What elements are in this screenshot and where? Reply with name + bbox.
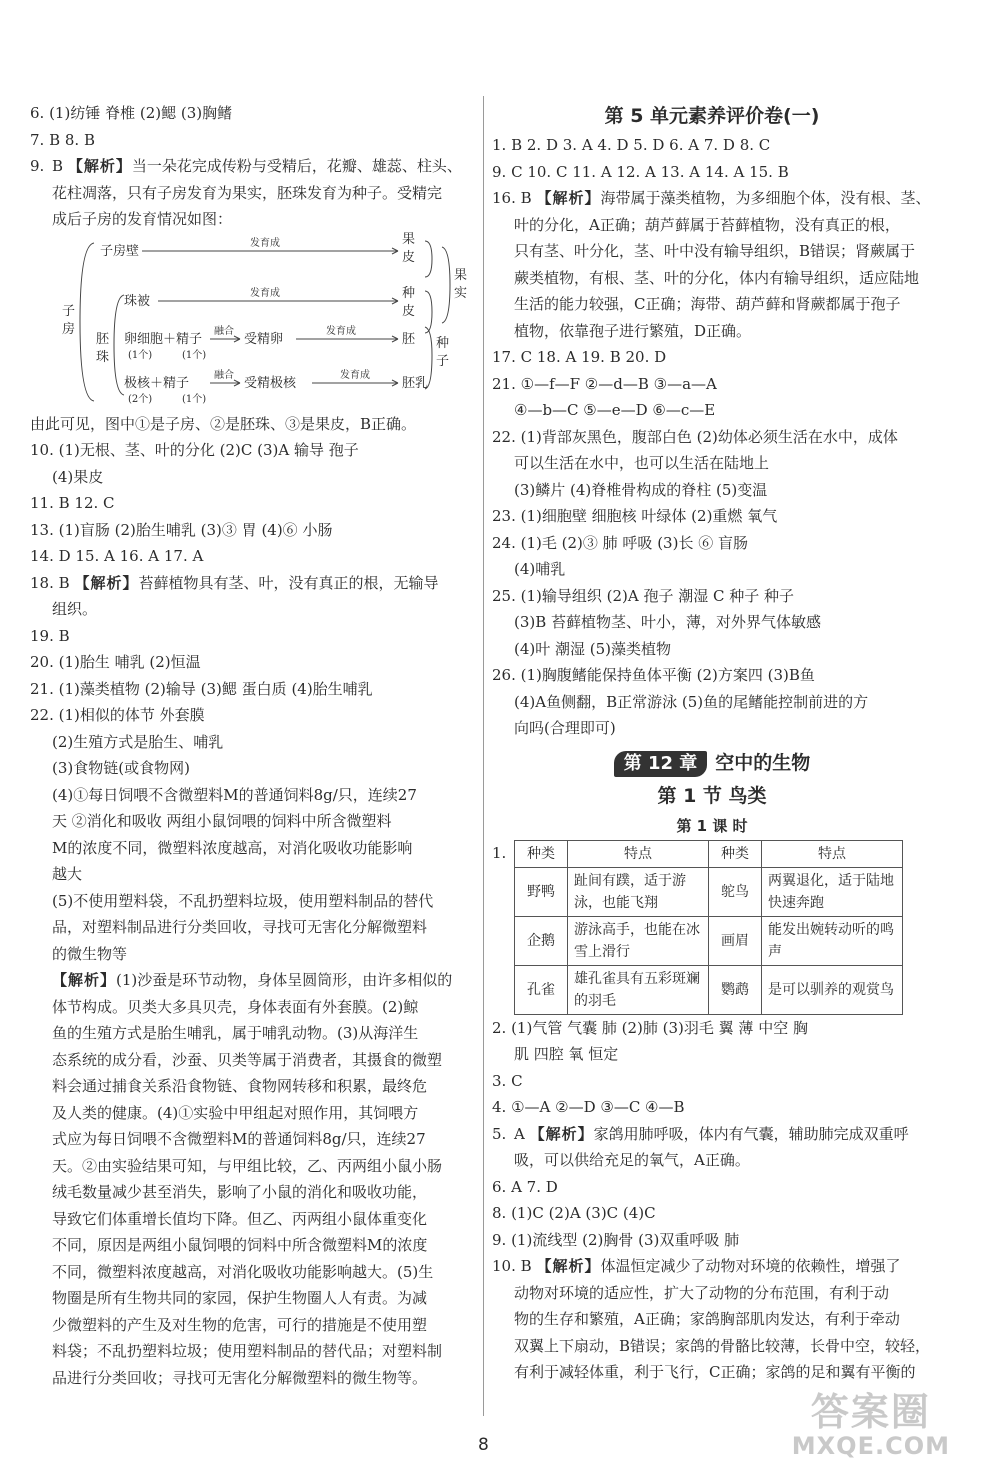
answers-17-20: 17. C 18. A 19. B 20. D [492,348,667,366]
answer-9-number: 9. [30,157,45,175]
table-cell: 两翼退化，适于陆地快速奔跑 [762,867,903,916]
analysis-line: 式应为每日饲喂不含微塑料M的普通饲料8g/只，连续27 [52,1130,426,1148]
right-column [492,100,932,1386]
table-header: 种类 [709,840,762,867]
question-1-block [492,840,932,1015]
table-cell: 游泳高手，也能在冰雪上滑行 [568,916,709,965]
analysis-tag: 【解析】 [52,971,117,989]
answer-18-text: 苔藓植物具有茎、叶，没有真正的根，无输导 [138,573,439,592]
answer-14-17: 14. D 15. A 16. A 17. A [30,547,204,565]
analysis-line: 料袋；不乱扔塑料垃圾；使用塑料制品的替代品；对塑料制 [52,1342,443,1360]
diagram-sperm-count: (1个) [182,349,207,361]
answer-10: 10. (1)无根、茎、叶的分化 (2)C (3)A 输导 孢子 [30,441,359,459]
answer-5 [492,1121,932,1148]
answer-18-number: 18. [30,573,54,592]
analysis-line: 导致它们体重增长值均下降。但乙、丙两组小鼠体重变化 [52,1209,428,1228]
answer-22-line: M的浓度不同，微塑料浓度越高，对消化吸收功能影响 [52,838,413,857]
analysis-tag: 【解析】 [67,157,132,175]
analysis-line: 不同，原因是两组小鼠饲喂的饲料中所含微塑料M的浓度 [52,1236,428,1254]
answer-22-line: (5)不使用塑料袋，不乱扔塑料垃圾，使用塑料制品的替代 [52,891,434,910]
answer-6-7: 6. A 7. D [492,1177,558,1196]
answer-20: 20. (1)胎生 哺乳 (2)恒温 [30,653,201,671]
analysis-line: 天。②由实验结果可知，与甲组比较，乙、丙两组小鼠小肠 [52,1156,443,1175]
table-cell: 雄孔雀具有五彩斑斓的羽毛 [568,965,709,1014]
answer-9-choice: B [52,157,64,175]
diagram-polar-count: (2个) [128,393,153,405]
table-header-row [515,840,903,867]
table-cell: 孔雀 [515,965,568,1014]
table-cell: 鹦鹉 [709,965,762,1014]
table-cell: 是可以驯养的观赏鸟 [762,965,903,1014]
answer-21: 21. (1)藻类植物 (2)输导 (3)鳃 蛋白质 (4)胎生哺乳 [30,679,373,698]
diagram-sperm-count: (1个) [182,393,207,405]
diagram-seed-coat: 种皮 [402,285,416,319]
table-cell: 鸵鸟 [709,867,762,916]
table-row [515,867,903,916]
answer-22-line: (3)食物链(或食物网) [52,759,190,777]
answer-22-analysis [30,967,480,994]
answer-18 [30,570,480,597]
table-cell: 企鹅 [515,916,568,965]
answer-22: 22. (1)相似的体节 外套膜 [30,706,205,724]
column-divider [483,96,484,1416]
diagram-embryo: 胚 [402,331,416,347]
analysis-line: 不同，微塑料浓度越高，对消化吸收功能影响越大。(5)生 [52,1262,434,1281]
diagram-fuse-label: 融合 [214,325,234,337]
answer-16-line: 只有茎、叶分化，茎、叶中没有输导组织，B错误；肾蕨属于 [514,242,916,260]
answer-22-line: 的微生物等 [52,944,128,963]
question-1-number: 1. [492,843,507,862]
diagram-ovule: 胚珠 [96,331,110,365]
chapter-heading [492,746,932,780]
diagram-ovary: 子房 [62,303,76,337]
answer-5-line: 吸，可以供给充足的氧气，A正确。 [514,1151,750,1169]
table-header: 特点 [762,840,903,867]
answer-10-line: (4)果皮 [52,467,104,486]
answer-21: 21. ①—f—F ②—d—B ③—a—A [492,374,717,393]
diagram-develops-label: 发育成 [326,325,356,337]
answer-3: 3. C [492,1071,523,1090]
answer-8: 8. (1)C (2)A (3)C (4)C [492,1204,656,1222]
answer-24: 24. (1)毛 (2)③ 肺 呼吸 (3)长 ⑥ 盲肠 [492,533,748,552]
answer-21-line: ④—b—C ⑤—e—D ⑥—c—E [514,401,716,419]
answer-9-line: 花柱凋落，只有子房发育为果实，胚珠发育为种子。受精完 [52,183,443,202]
chapter-title: 空中的生物 [715,751,811,774]
answer-22-line: 天 ②消化和吸收 两组小鼠饲喂的饲料中所含微塑料 [52,812,392,830]
diagram-fertilized-polar: 受精极核 [244,375,297,391]
analysis-tag: 【解析】 [529,1124,594,1143]
answer-9-line: 成后子房的发育情况如图： [52,210,233,228]
answer-16-text: 海带属于藻类植物，为多细胞个体，没有根、茎、 [600,189,931,207]
bird-feature-table [514,840,903,1015]
page-number: 8 [478,1435,489,1455]
answer-10-number: 10. [492,1257,516,1275]
answer-26-line: 向吗(合理即可) [514,719,616,737]
diagram-seed: 种子 [436,335,450,369]
analysis-line: 少微塑料的产生及对生物的危害，可行的措施是不使用塑 [52,1315,428,1334]
answer-16-line: 植物，依靠孢子进行繁殖，D正确。 [514,321,752,340]
answer-18-line: 组织。 [52,600,98,618]
analysis-line: 料会通过捕食关系沿食物链、食物网转移和积累，最终危 [52,1077,428,1095]
answer-7-8: 7. B 8. B [30,130,95,149]
answer-16-line: 生活的能力较强，C正确；海带、葫芦藓和肾蕨都属于孢子 [514,295,901,313]
answer-5-choice: A [514,1124,525,1143]
analysis-line: 物圈是所有生物共同的家园，保护生物圈人人有责。为减 [52,1289,428,1307]
answer-4: 4. ①—A ②—D ③—C ④—B [492,1098,685,1116]
diagram-egg-sperm: 卵细胞＋精子 [124,331,203,347]
diagram-egg-count: (1个) [128,349,153,361]
answer-5-number: 5. [492,1124,507,1143]
answer-10-line: 有利于减轻体重，利于飞行，C正确；家鸽的足和翼有平衡的 [514,1363,916,1381]
diagram-fruit-peel: 果皮 [402,231,416,265]
analysis-line: 体节构成。贝类大多具贝壳，身体表面有外套膜。(2)鲸 [52,997,419,1016]
analysis-line: 品进行分类回收；寻找可无害化分解微塑料的微生物等。 [52,1368,428,1387]
ovary-development-diagram [30,231,470,407]
diagram-develops-label: 发育成 [250,287,280,299]
chapter-badge: 第 12 章 [614,751,708,777]
answer-2-line: 肌 四腔 氧 恒定 [514,1045,619,1063]
section-title: 第 1 节 鸟类 [657,784,767,807]
answer-11-12: 11. B 12. C [30,494,115,512]
answer-19: 19. B [30,626,70,645]
answer-2: 2. (1)气管 气囊 肺 (2)肺 (3)羽毛 翼 薄 中空 胸 [492,1018,808,1037]
diagram-develops-label: 发育成 [340,369,370,381]
answer-10-text: 体温恒定减少了动物对环境的依赖性，增强了 [600,1257,901,1275]
table-header: 特点 [568,840,709,867]
diagram-ovary-wall: 子房壁 [100,243,140,259]
table-cell: 画眉 [709,916,762,965]
answer-13: 13. (1)盲肠 (2)胎生哺乳 (3)③ 胃 (4)⑥ 小肠 [30,520,333,539]
answers-1-8: 1. B 2. D 3. A 4. D 5. D 6. A 7. D 8. C [492,136,771,154]
diagram-fuse-label: 融合 [214,369,234,381]
answer-25-line: (3)B 苔藓植物茎、叶小，薄，对外界气体敏感 [514,613,822,631]
analysis-tag: 【解析】 [536,1257,601,1275]
answer-22-line: (2)生殖方式是胎生、哺乳 [52,732,224,751]
answer-26: 26. (1)胸腹鳍能保持鱼体平衡 (2)方案四 (3)B鱼 [492,666,815,684]
table-row [515,965,903,1014]
answers-9-15: 9. C 10. C 11. A 12. A 13. A 14. A 15. B [492,162,789,181]
answer-22-line: (3)鳞片 (4)脊椎骨构成的脊柱 (5)变温 [514,480,768,499]
answer-10-line: 动物对环境的适应性，扩大了动物的分布范围，有利于动 [514,1283,890,1302]
watermark-url: MXQE.COM [791,1432,950,1460]
answer-23: 23. (1)细胞壁 细胞核 叶绿体 (2)重燃 氧气 [492,507,778,525]
answer-22-line: 可以生活在水中，也可以生活在陆地上 [514,454,770,472]
answer-5-text: 家鸽用肺呼吸，体内有气囊，辅助肺完成双重呼 [593,1124,909,1143]
answer-24-line: (4)哺乳 [514,560,566,578]
answer-10-line: 物的生存和繁殖，A正确；家鸽胸部肌肉发达，有利于牵动 [514,1310,900,1328]
table-cell: 野鸭 [515,867,568,916]
diagram-fertilized-egg: 受精卵 [244,331,284,347]
table-row [515,916,903,965]
analysis-line: 及人类的健康。(4)①实验中甲组起对照作用，其饲喂方 [52,1103,419,1122]
diagram-fruit: 果实 [454,267,468,301]
analysis-line: 绒毛数量减少甚至消失，影响了小鼠的消化和吸收功能， [52,1183,428,1201]
answer-26-line: (4)A鱼侧翻，B正常游泳 (5)鱼的尾鳍能控制前进的方 [514,692,869,711]
answer-9: 9. (1)流线型 (2)胸骨 (3)双重呼吸 肺 [492,1230,740,1249]
analysis-line: 鱼的生殖方式是胎生哺乳，属于哺乳动物。(3)从海洋生 [52,1024,419,1042]
watermark [792,1391,950,1459]
diagram-polar-sperm: 极核＋精子 [124,375,190,391]
answer-16 [492,185,932,212]
lesson-title: 第 1 课 时 [676,816,748,835]
analysis-text: (1)沙蚕是环节动物，身体呈圆筒形，由许多相似的 [116,971,453,989]
answer-25-line: (4)叶 潮湿 (5)藻类植物 [514,639,672,658]
answer-18-choice: B [58,573,70,592]
answer-9-conclusion: 由此可见，图中①是子房、②是胚珠、③是果皮，B正确。 [30,414,417,433]
analysis-tag: 【解析】 [74,573,139,592]
analysis-line: 态系统的成分看，沙蚕、贝类等属于消费者，其摄食的微塑 [52,1050,443,1069]
answer-22-line: 越大 [52,865,83,883]
answer-22: 22. (1)背部灰黑色，腹部白色 (2)幼体必须生活在水中，成体 [492,427,898,446]
diagram-endosperm: 胚乳 [402,375,429,391]
analysis-tag: 【解析】 [536,189,601,207]
answer-6: 6. (1)纺锤 脊椎 (2)鳃 (3)胸鳍 [30,104,233,122]
diagram-develops-label: 发育成 [250,237,280,249]
table-cell: 趾间有蹼，适于游泳，也能飞翔 [568,867,709,916]
table-cell: 能发出婉转动听的鸣声 [762,916,903,965]
diagram-integument: 珠被 [124,293,151,309]
answer-16-choice: B [520,189,532,207]
answer-25: 25. (1)输导组织 (2)A 孢子 潮湿 C 种子 种子 [492,586,795,605]
answer-16-line: 蕨类植物，有根、茎、叶的分化，体内有输导组织，适应陆地 [514,268,920,287]
answer-9 [30,153,480,180]
unit-title: 第 5 单元素养评价卷(一) [604,105,820,127]
table-header: 种类 [515,840,568,867]
answer-22-line: (4)①每日饲喂不含微塑料M的普通饲料8g/只，连续27 [52,785,417,804]
answer-16-line: 叶的分化，A正确；葫芦藓属于苔藓植物，没有真正的根， [514,215,900,234]
answer-10-choice: B [520,1257,532,1275]
answer-16-number: 16. [492,189,516,207]
watermark-logo-text: 答案圈 [810,1390,931,1434]
answer-9-text: 当一朵花完成传粉与受精后，花瓣、雄蕊、柱头、 [131,157,462,175]
left-column [30,100,480,1391]
answer-22-line: 品，对塑料制品进行分类回收，寻找可无害化分解微塑料 [52,918,428,936]
answer-10 [492,1253,932,1280]
answer-10-line: 双翼上下扇动，B错误；家鸽的骨骼比较薄，长骨中空，较轻， [514,1336,931,1355]
